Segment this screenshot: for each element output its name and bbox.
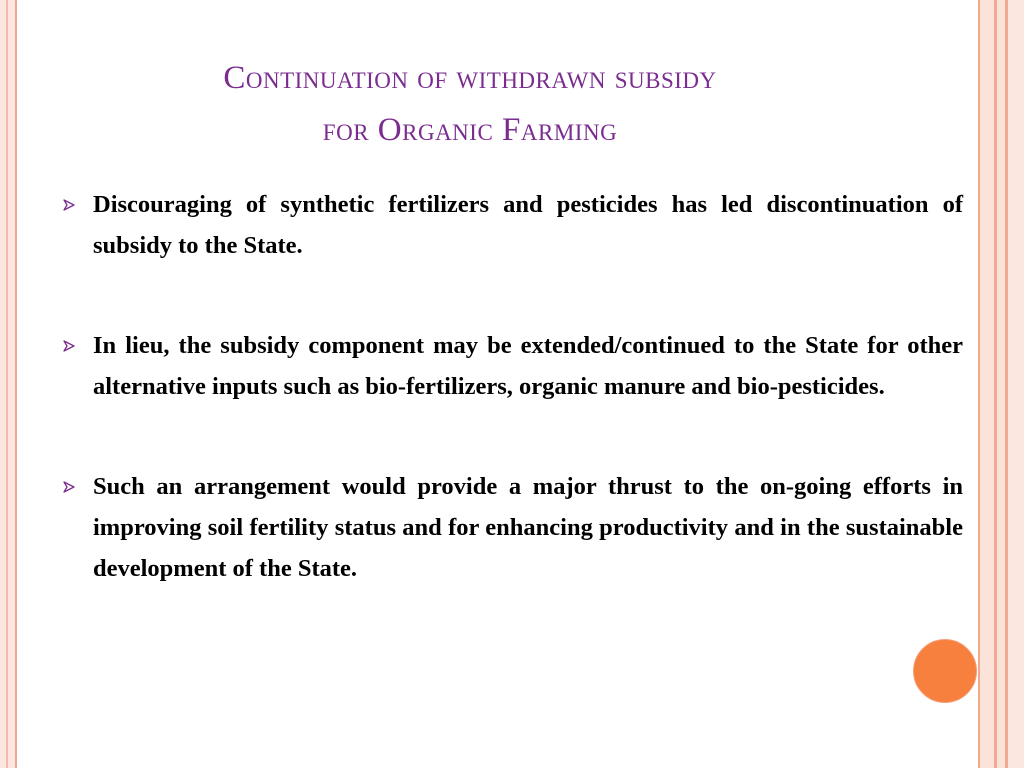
bullet-text: Such an arrangement would provide a major thrust to the on-going efforts in improving soil fertility status and for enhancing productivity and in the sustainable development of the State. [93, 473, 963, 582]
orange-circle-decoration [913, 639, 977, 703]
arrow-bullet-icon [63, 199, 75, 211]
title-line-1: Continuation of withdrawn subsidy [223, 60, 717, 96]
arrow-bullet-icon [63, 340, 75, 352]
slide-title [60, 52, 880, 156]
bullet-item [60, 466, 963, 589]
bullet-item [60, 325, 963, 407]
title-line-2: for Organic Farming [322, 112, 618, 148]
bullet-text: In lieu, the subsidy component may be extended/continued to the State for other alternative inputs such as bio-fertilizers, organic manure and bio-pesticides. [93, 332, 963, 400]
bullet-list [60, 184, 963, 589]
right-stripe-decoration [978, 0, 1024, 768]
bullet-text: Discouraging of synthetic fertilizers and pesticides has led discontinuation of subsidy to the State. [93, 191, 963, 259]
left-border-decoration [0, 0, 17, 768]
bullet-item [60, 184, 963, 266]
arrow-bullet-icon [63, 481, 75, 493]
